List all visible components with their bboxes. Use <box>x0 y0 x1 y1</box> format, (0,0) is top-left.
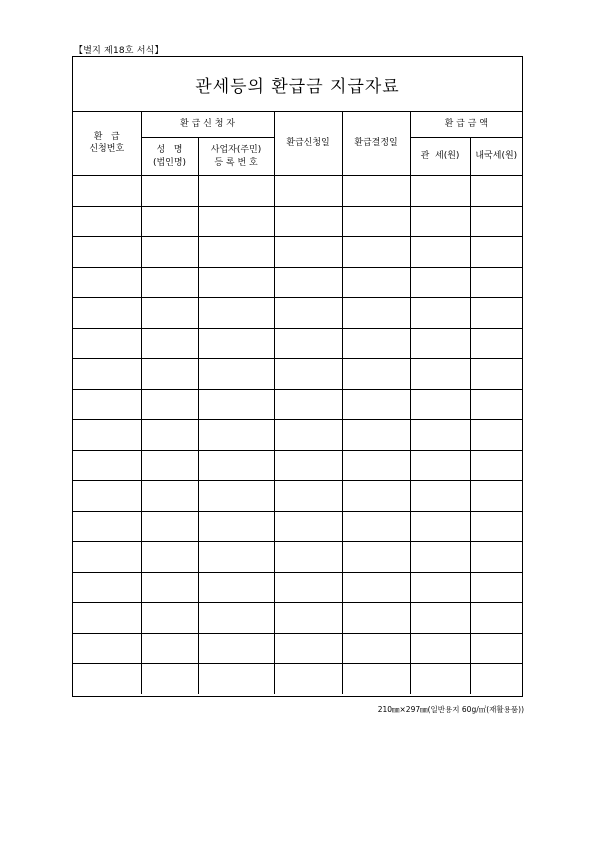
table-cell[interactable] <box>342 176 410 207</box>
table-cell[interactable] <box>410 633 470 664</box>
table-cell[interactable] <box>274 176 342 207</box>
table-cell[interactable] <box>470 359 522 390</box>
table-row <box>73 450 522 481</box>
table-cell[interactable] <box>141 603 198 634</box>
table-cell[interactable] <box>198 298 274 329</box>
table-cell[interactable] <box>198 267 274 298</box>
header-label: 성 명 <box>156 145 183 156</box>
table-cell[interactable] <box>73 237 141 268</box>
table-cell[interactable] <box>470 237 522 268</box>
table-cell[interactable] <box>141 267 198 298</box>
table-cell[interactable] <box>274 572 342 603</box>
registration-no-header <box>198 138 274 176</box>
table-cell[interactable] <box>274 664 342 694</box>
table-cell[interactable] <box>198 176 274 207</box>
table-cell[interactable] <box>73 603 141 634</box>
table-cell[interactable] <box>410 511 470 542</box>
table-cell[interactable] <box>470 420 522 451</box>
table-cell[interactable] <box>342 389 410 420</box>
table-row <box>73 511 522 542</box>
table-cell[interactable] <box>342 206 410 237</box>
table-cell[interactable] <box>141 359 198 390</box>
table-row <box>73 359 522 390</box>
table-cell[interactable] <box>73 389 141 420</box>
table-cell[interactable] <box>410 664 470 694</box>
table-cell[interactable] <box>470 542 522 573</box>
table-cell[interactable] <box>410 420 470 451</box>
table-cell[interactable] <box>198 328 274 359</box>
table-cell[interactable] <box>274 206 342 237</box>
table-cell[interactable] <box>410 206 470 237</box>
table-cell[interactable] <box>410 267 470 298</box>
table-cell[interactable] <box>141 420 198 451</box>
table-cell[interactable] <box>198 511 274 542</box>
form-title: 관세등의 환급금 지급자료 <box>73 57 522 112</box>
table-row <box>73 603 522 634</box>
table-cell[interactable] <box>342 237 410 268</box>
table-row <box>73 237 522 268</box>
table-row <box>73 328 522 359</box>
table-cell[interactable] <box>274 267 342 298</box>
form-frame <box>72 56 523 697</box>
table-cell[interactable] <box>73 633 141 664</box>
table-cell[interactable] <box>342 633 410 664</box>
table-cell[interactable] <box>470 389 522 420</box>
table-cell[interactable] <box>73 542 141 573</box>
table-cell[interactable] <box>470 603 522 634</box>
table-cell[interactable] <box>342 450 410 481</box>
table-cell[interactable] <box>198 450 274 481</box>
table-cell[interactable] <box>73 481 141 512</box>
table-cell[interactable] <box>410 176 470 207</box>
table-cell[interactable] <box>342 298 410 329</box>
table-cell[interactable] <box>141 664 198 694</box>
table-cell[interactable] <box>274 542 342 573</box>
table-cell[interactable] <box>470 450 522 481</box>
table-row <box>73 481 522 512</box>
table-cell[interactable] <box>470 511 522 542</box>
table-cell[interactable] <box>73 450 141 481</box>
decision-date-header: 환급결정일 <box>342 111 410 176</box>
table-row <box>73 633 522 664</box>
table-cell[interactable] <box>274 603 342 634</box>
table-cell[interactable] <box>198 237 274 268</box>
table-cell[interactable] <box>410 542 470 573</box>
table-cell[interactable] <box>274 420 342 451</box>
table-row <box>73 572 522 603</box>
table-cell[interactable] <box>342 328 410 359</box>
table-cell[interactable] <box>274 511 342 542</box>
table-cell[interactable] <box>342 481 410 512</box>
table-cell[interactable] <box>342 511 410 542</box>
table-cell[interactable] <box>274 389 342 420</box>
table-cell[interactable] <box>141 633 198 664</box>
table-cell[interactable] <box>198 420 274 451</box>
table-cell[interactable] <box>73 572 141 603</box>
table-cell[interactable] <box>410 328 470 359</box>
table-row <box>73 176 522 207</box>
table-cell[interactable] <box>73 664 141 694</box>
table-cell[interactable] <box>470 481 522 512</box>
table-row <box>73 267 522 298</box>
table-cell[interactable] <box>342 664 410 694</box>
header-label: 환 급 <box>93 131 120 142</box>
table-cell[interactable] <box>141 298 198 329</box>
header-label: (법인명) <box>152 157 187 168</box>
table-cell[interactable] <box>141 542 198 573</box>
table-cell[interactable] <box>274 633 342 664</box>
table-cell[interactable] <box>274 359 342 390</box>
table-cell[interactable] <box>141 389 198 420</box>
table-cell[interactable] <box>410 481 470 512</box>
header-label: 신청번호 <box>89 144 125 154</box>
table-cell[interactable] <box>274 298 342 329</box>
table-cell[interactable] <box>274 237 342 268</box>
table-cell[interactable] <box>198 542 274 573</box>
table-cell[interactable] <box>470 267 522 298</box>
table-row <box>73 298 522 329</box>
table-cell[interactable] <box>342 603 410 634</box>
table-cell[interactable] <box>198 481 274 512</box>
request-date-header: 환급신청일 <box>274 111 342 176</box>
table-cell[interactable] <box>198 664 274 694</box>
table-cell[interactable] <box>73 359 141 390</box>
table-cell[interactable] <box>342 359 410 390</box>
table-cell[interactable] <box>342 542 410 573</box>
table-cell[interactable] <box>342 267 410 298</box>
table-cell[interactable] <box>410 572 470 603</box>
table-cell[interactable] <box>470 572 522 603</box>
table-row <box>73 389 522 420</box>
table-cell[interactable] <box>73 206 141 237</box>
table-cell[interactable] <box>274 450 342 481</box>
table-cell[interactable] <box>470 298 522 329</box>
domestic-tax-header: 내국세(원) <box>470 138 522 176</box>
table-cell[interactable] <box>410 603 470 634</box>
header-label: 등 록 번 호 <box>214 157 258 168</box>
table-cell[interactable] <box>198 206 274 237</box>
table-cell[interactable] <box>141 481 198 512</box>
table-cell[interactable] <box>198 359 274 390</box>
table-cell[interactable] <box>141 572 198 603</box>
table-cell[interactable] <box>73 420 141 451</box>
table-cell[interactable] <box>141 511 198 542</box>
table-cell[interactable] <box>342 420 410 451</box>
table-cell[interactable] <box>73 176 141 207</box>
table-cell[interactable] <box>73 328 141 359</box>
table-cell[interactable] <box>274 481 342 512</box>
table-row <box>73 664 522 694</box>
table-cell[interactable] <box>410 389 470 420</box>
table-cell[interactable] <box>470 633 522 664</box>
header-label: 사업자(주민) <box>210 145 262 156</box>
table-cell[interactable] <box>198 572 274 603</box>
table-cell[interactable] <box>198 633 274 664</box>
table-cell[interactable] <box>410 359 470 390</box>
paper-spec-note: 210㎜×297㎜(일반용지 60g/㎡(재활용품)) <box>377 705 524 714</box>
table-cell[interactable] <box>198 389 274 420</box>
customs-duty-header: 관 세(원) <box>410 138 470 176</box>
table-cell[interactable] <box>410 450 470 481</box>
table-row <box>73 542 522 573</box>
table-cell[interactable] <box>470 664 522 694</box>
table-cell[interactable] <box>73 267 141 298</box>
table-cell[interactable] <box>410 237 470 268</box>
applicant-group-header: 환 급 신 청 자 <box>141 111 274 138</box>
table-cell[interactable] <box>141 328 198 359</box>
table-row <box>73 420 522 451</box>
table-cell[interactable] <box>141 450 198 481</box>
refund-table <box>73 111 522 694</box>
name-header <box>141 138 198 176</box>
table-cell[interactable] <box>470 176 522 207</box>
refund-request-no-header <box>73 111 141 176</box>
table-cell[interactable] <box>410 298 470 329</box>
table-cell[interactable] <box>141 237 198 268</box>
table-cell[interactable] <box>342 572 410 603</box>
table-cell[interactable] <box>470 206 522 237</box>
table-cell[interactable] <box>73 298 141 329</box>
amount-group-header: 환 급 금 액 <box>410 111 522 138</box>
form-number-label: 【별지 제18호 서식】 <box>74 46 164 56</box>
table-cell[interactable] <box>198 603 274 634</box>
table-cell[interactable] <box>274 328 342 359</box>
table-cell[interactable] <box>470 328 522 359</box>
table-cell[interactable] <box>73 511 141 542</box>
table-cell[interactable] <box>141 206 198 237</box>
table-row <box>73 206 522 237</box>
table-cell[interactable] <box>141 176 198 207</box>
